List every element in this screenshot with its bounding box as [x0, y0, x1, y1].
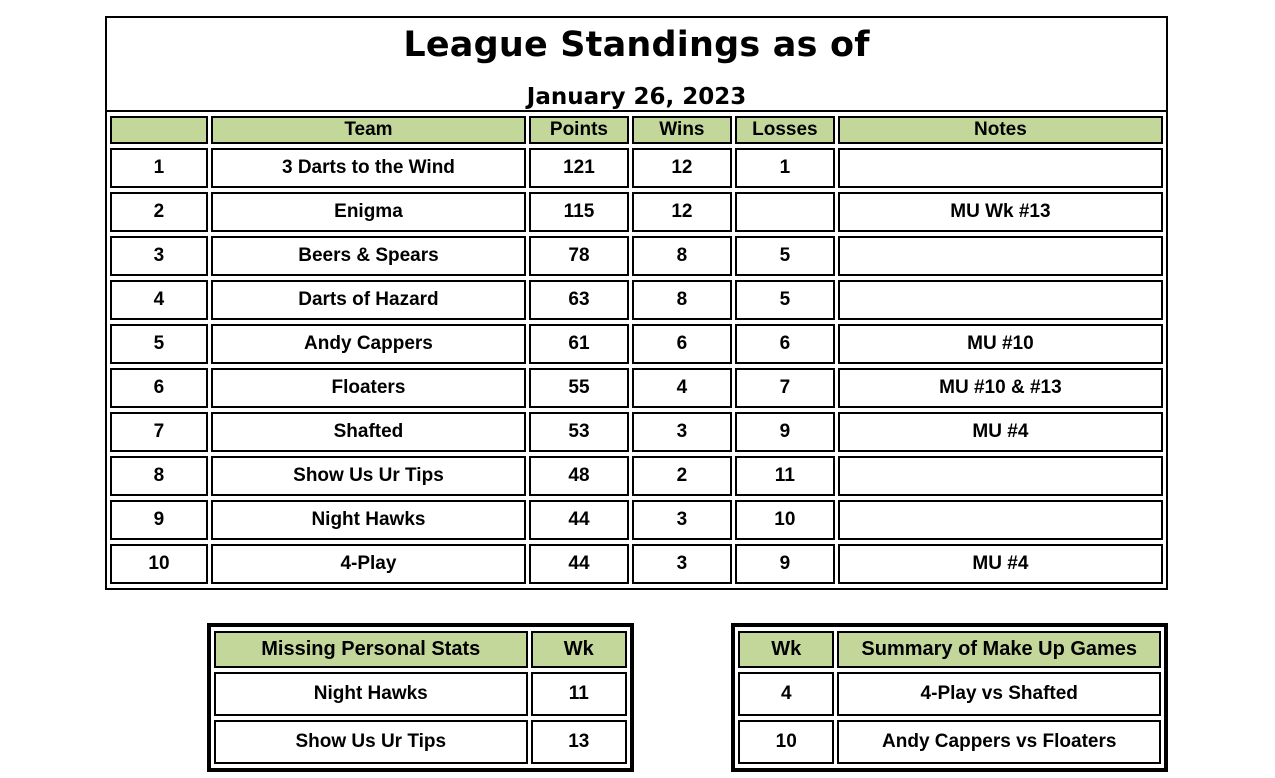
rank-cell: 1: [110, 148, 208, 188]
team-cell: Floaters: [211, 368, 526, 408]
wk-cell: 13: [531, 720, 627, 764]
losses-cell: 7: [735, 368, 835, 408]
team-cell: Night Hawks: [214, 672, 528, 716]
col-header-points: Points: [529, 116, 629, 144]
team-cell: Andy Cappers: [211, 324, 526, 364]
losses-cell: 5: [735, 280, 835, 320]
missing-stats-header-row: [214, 631, 627, 668]
losses-cell: 11: [735, 456, 835, 496]
team-cell: Show Us Ur Tips: [211, 456, 526, 496]
standings-sheet: [105, 16, 1168, 590]
wk-cell: 4: [738, 672, 834, 716]
standings-date: January 26, 2023: [526, 84, 747, 110]
notes-cell: [838, 148, 1163, 188]
notes-cell: MU #4: [838, 412, 1163, 452]
notes-cell: MU #10: [838, 324, 1163, 364]
table-row: [110, 236, 1163, 276]
team-cell: Shafted: [211, 412, 526, 452]
wins-cell: 3: [632, 544, 732, 584]
table-row: [738, 720, 1161, 764]
rank-cell: 9: [110, 500, 208, 540]
col-header-notes: Notes: [838, 116, 1163, 144]
col-header-missing-stats: Missing Personal Stats: [214, 631, 528, 668]
points-cell: 53: [529, 412, 629, 452]
notes-cell: MU Wk #13: [838, 192, 1163, 232]
wins-cell: 6: [632, 324, 732, 364]
wins-cell: 2: [632, 456, 732, 496]
team-cell: Night Hawks: [211, 500, 526, 540]
col-header-losses: Losses: [735, 116, 835, 144]
losses-cell: 10: [735, 500, 835, 540]
col-header-wins: Wins: [632, 116, 732, 144]
losses-cell: [735, 192, 835, 232]
table-row: [214, 672, 627, 716]
standings-table: [105, 110, 1168, 590]
rank-cell: 6: [110, 368, 208, 408]
team-cell: Darts of Hazard: [211, 280, 526, 320]
table-row: [110, 148, 1163, 188]
points-cell: 55: [529, 368, 629, 408]
table-row: [110, 412, 1163, 452]
points-cell: 48: [529, 456, 629, 496]
page-title: League Standings as of: [403, 25, 870, 65]
table-row: [110, 368, 1163, 408]
notes-cell: [838, 500, 1163, 540]
table-row: [110, 456, 1163, 496]
makeup-summary-cell: 4-Play vs Shafted: [837, 672, 1161, 716]
title-box: [105, 16, 1168, 112]
col-header-wk: Wk: [531, 631, 627, 668]
losses-cell: 9: [735, 544, 835, 584]
wk-cell: 10: [738, 720, 834, 764]
wins-cell: 4: [632, 368, 732, 408]
missing-stats-table: [207, 623, 634, 772]
team-cell: 4-Play: [211, 544, 526, 584]
notes-cell: [838, 280, 1163, 320]
table-row: [110, 192, 1163, 232]
points-cell: 78: [529, 236, 629, 276]
rank-cell: 5: [110, 324, 208, 364]
rank-cell: 8: [110, 456, 208, 496]
wins-cell: 8: [632, 280, 732, 320]
losses-cell: 6: [735, 324, 835, 364]
col-header-team: Team: [211, 116, 526, 144]
makeup-games-body: [738, 672, 1161, 764]
points-cell: 115: [529, 192, 629, 232]
makeup-games-header-row: [738, 631, 1161, 668]
table-row: [110, 280, 1163, 320]
rank-cell: 7: [110, 412, 208, 452]
standings-body: [110, 148, 1163, 584]
team-cell: 3 Darts to the Wind: [211, 148, 526, 188]
missing-stats-body: [214, 672, 627, 764]
rank-cell: 10: [110, 544, 208, 584]
table-row: [110, 544, 1163, 584]
losses-cell: 5: [735, 236, 835, 276]
notes-cell: MU #10 & #13: [838, 368, 1163, 408]
table-row: [214, 720, 627, 764]
table-row: [110, 324, 1163, 364]
team-cell: Show Us Ur Tips: [214, 720, 528, 764]
points-cell: 63: [529, 280, 629, 320]
makeup-summary-cell: Andy Cappers vs Floaters: [837, 720, 1161, 764]
col-header-rank: [110, 116, 208, 144]
wins-cell: 8: [632, 236, 732, 276]
notes-cell: MU #4: [838, 544, 1163, 584]
rank-cell: 2: [110, 192, 208, 232]
standings-header-row: [110, 116, 1163, 144]
losses-cell: 9: [735, 412, 835, 452]
points-cell: 121: [529, 148, 629, 188]
wins-cell: 12: [632, 148, 732, 188]
notes-cell: [838, 236, 1163, 276]
table-row: [110, 500, 1163, 540]
losses-cell: 1: [735, 148, 835, 188]
wk-cell: 11: [531, 672, 627, 716]
points-cell: 44: [529, 544, 629, 584]
makeup-games-table: [731, 623, 1168, 772]
team-cell: Beers & Spears: [211, 236, 526, 276]
wins-cell: 3: [632, 500, 732, 540]
col-header-wk: Wk: [738, 631, 834, 668]
col-header-makeup-summary: Summary of Make Up Games: [837, 631, 1161, 668]
team-cell: Enigma: [211, 192, 526, 232]
table-row: [738, 672, 1161, 716]
points-cell: 44: [529, 500, 629, 540]
notes-cell: [838, 456, 1163, 496]
wins-cell: 12: [632, 192, 732, 232]
rank-cell: 4: [110, 280, 208, 320]
wins-cell: 3: [632, 412, 732, 452]
rank-cell: 3: [110, 236, 208, 276]
points-cell: 61: [529, 324, 629, 364]
